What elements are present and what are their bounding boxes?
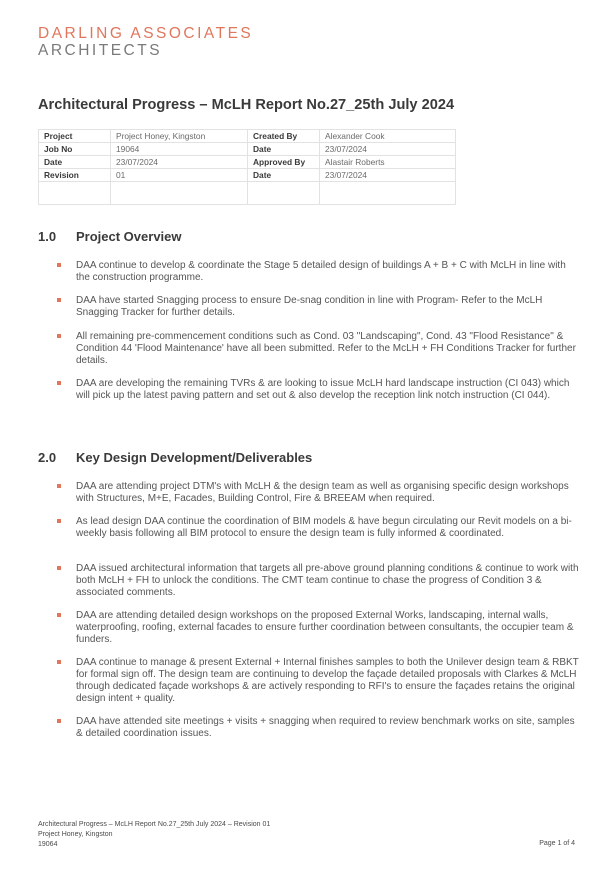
label-job-no: Job No bbox=[39, 143, 111, 156]
table-row bbox=[39, 130, 456, 143]
report-title: Architectural Progress – McLH Report No.27_25th July 2024 bbox=[38, 97, 455, 113]
empty-cell bbox=[111, 182, 248, 205]
empty-cell bbox=[320, 182, 456, 205]
section-number: 2.0 bbox=[38, 450, 57, 465]
value-date: 23/07/2024 bbox=[111, 156, 248, 169]
list-item-text: DAA have started Snagging process to ensure De-snag condition in line with Program- Refer to the McLH Snagging Tracker for further details. bbox=[76, 295, 543, 318]
empty-cell bbox=[248, 182, 320, 205]
list-item-text: DAA issued architectural information that targets all pre-above ground planning conditions & continue to work with both McLH + FH to unlock the conditions. The CMT team continue to chase the progress of Condition 3 & associated comments. bbox=[76, 563, 579, 598]
table-row bbox=[39, 169, 456, 182]
value-revision: 01 bbox=[111, 169, 248, 182]
company-logo bbox=[38, 25, 253, 59]
section-title: Key Design Development/Deliverables bbox=[76, 450, 313, 465]
label-created-date: Date bbox=[248, 143, 320, 156]
bullet-marker bbox=[57, 519, 61, 523]
list-item bbox=[76, 716, 581, 740]
list-item-text: DAA continue to manage & present External + Internal finishes samples to both the Unilever design team & RBKT for formal sign off. The design team are continuing to develop the façade detailed proposals with Clarkes & McLH through dedicated façade workshops & are actively responding to RFI's to ensure the façades retains the original design intent + quality. bbox=[76, 657, 579, 704]
list-item bbox=[76, 563, 581, 599]
footer-job-number: 19064 bbox=[38, 841, 58, 848]
list-item bbox=[76, 610, 581, 646]
list-item bbox=[76, 331, 581, 367]
list-item-text: All remaining pre-commencement conditions such as Cond. 03 "Landscaping", Cond. 43 "Flood Resistance" & Condition 44 'Flood Maintenance' have all been submitted. Refer to the McLH + FH Conditions Tracker for further details. bbox=[76, 331, 576, 366]
bullet-marker bbox=[57, 484, 61, 488]
list-item-text: DAA are developing the remaining TVRs & are looking to issue McLH hard landscape instruction (CI 043) which will pick up the latest paving pattern and set out & also develop the reception link notch instruction (CI 044). bbox=[76, 378, 570, 401]
list-item bbox=[76, 516, 581, 540]
value-job-no: 19064 bbox=[111, 143, 248, 156]
label-approved-date: Date bbox=[248, 169, 320, 182]
logo-line-1: DARLING ASSOCIATES bbox=[38, 25, 254, 42]
bullet-marker bbox=[57, 381, 61, 385]
bullet-marker bbox=[57, 660, 61, 664]
empty-cell bbox=[39, 182, 111, 205]
section-project-overview bbox=[38, 229, 583, 401]
project-info-table bbox=[38, 129, 456, 205]
section-key-design-development bbox=[38, 450, 583, 739]
value-created-date: 23/07/2024 bbox=[320, 143, 456, 156]
bullet-marker bbox=[57, 263, 61, 267]
list-item bbox=[76, 378, 581, 402]
value-approved-date: 23/07/2024 bbox=[320, 169, 456, 182]
list-item bbox=[76, 295, 581, 319]
list-item-text: DAA continue to develop & coordinate the Stage 5 detailed design of buildings A + B + C with McLH in line with the construction programme. bbox=[76, 260, 566, 283]
list-item bbox=[76, 657, 581, 705]
table-row-empty bbox=[39, 182, 456, 205]
bullet-marker bbox=[57, 613, 61, 617]
label-project: Project bbox=[39, 130, 111, 143]
logo-line-2: ARCHITECTS bbox=[38, 42, 163, 59]
value-project: Project Honey, Kingston bbox=[111, 130, 248, 143]
list-item-text: DAA are attending detailed design workshops on the proposed External Works, landscaping, internal walls, waterproofing, roofing, external facades to ensure further coordination between consultants, the occupier team & funders. bbox=[76, 610, 574, 645]
list-item-text: DAA have attended site meetings + visits + snagging when required to review benchmark works on site, samples & detailed coordination issues. bbox=[76, 716, 575, 739]
footer-document-ref: Architectural Progress – McLH Report No.27_25th July 2024 – Revision 01 bbox=[38, 821, 271, 828]
table-row bbox=[39, 156, 456, 169]
value-created-by: Alexander Cook bbox=[320, 130, 456, 143]
page-footer bbox=[38, 820, 270, 850]
list-item bbox=[76, 260, 581, 284]
bullet-marker bbox=[57, 566, 61, 570]
label-revision: Revision bbox=[39, 169, 111, 182]
section-title: Project Overview bbox=[76, 229, 182, 244]
label-created-by: Created By bbox=[248, 130, 320, 143]
page-number: Page 1 of 4 bbox=[539, 840, 575, 847]
section-number: 1.0 bbox=[38, 229, 57, 244]
label-date: Date bbox=[39, 156, 111, 169]
footer-project-name: Project Honey, Kingston bbox=[38, 831, 113, 838]
bullet-marker bbox=[57, 298, 61, 302]
bullet-marker bbox=[57, 719, 61, 723]
table-row bbox=[39, 143, 456, 156]
label-approved-by: Approved By bbox=[248, 156, 320, 169]
section-heading bbox=[38, 229, 583, 244]
bullet-marker bbox=[57, 334, 61, 338]
list-item-text: DAA are attending project DTM's with McLH & the design team as well as organising specific design workshops with Structures, M+E, Facades, Building Control, Fire & BREEAM when required. bbox=[76, 481, 569, 504]
section-heading bbox=[38, 450, 583, 465]
value-approved-by: Alastair Roberts bbox=[320, 156, 456, 169]
list-item-text: As lead design DAA continue the coordination of BIM models & have begun circulating our Revit models on a bi-weekly basis following all BIM protocol to ensure the design team is fully informed & coordinated. bbox=[76, 516, 572, 539]
list-item bbox=[76, 481, 581, 505]
